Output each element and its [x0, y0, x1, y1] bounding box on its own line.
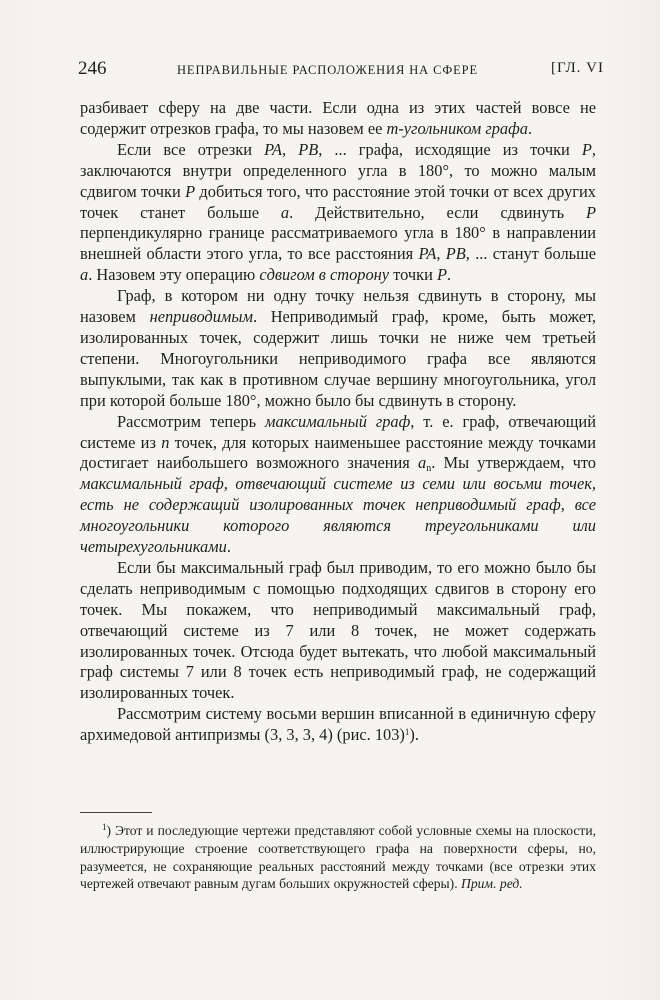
chapter-label: [ГЛ. VI — [550, 60, 604, 76]
paragraph — [80, 412, 596, 558]
italic-text: PB — [298, 139, 319, 159]
italic-text: PA — [264, 139, 283, 159]
sup-text: 1 — [102, 822, 107, 832]
text-run: Граф, в котором ни одну точку нельзя сдвинуть в сторону, мы назовем — [80, 286, 596, 327]
italic-text: P — [585, 202, 596, 222]
text-run: ). — [409, 725, 419, 745]
text-run: перпендикулярно границе рассматриваемого угла в 180° в направлении внешней области этого угла, то все расстояния — [80, 223, 596, 264]
text-run: . — [527, 118, 533, 138]
text-run: ) Этот и последующие чертежи представляют собой условные схемы на плоскости, иллюстрирующие строение соответствующего графа на поверхности сферы, но, разумеется, не сохраняющие реальных расстояний между точками (все отрезки этих чертежей отвечают равным дугам больших окружностей сферы). — [80, 823, 596, 892]
text-run: , — [282, 139, 299, 159]
footnote — [80, 822, 596, 893]
footnote-rule — [80, 812, 152, 813]
italic-text: PA — [418, 244, 437, 264]
sub-text: n — [426, 463, 432, 475]
text-run: . Мы утверждаем, что — [431, 453, 596, 473]
italic-text: P — [436, 265, 447, 285]
italic-text: максимальный граф — [265, 411, 411, 431]
italic-text: неприводимым — [149, 307, 253, 327]
text-run: Рассмотрим теперь — [117, 411, 266, 431]
text-run: , т. е. граф, отвечающий системе из — [80, 411, 596, 452]
italic-text: a — [80, 265, 89, 285]
text-run: Если бы максимальный граф был приводим, то его можно было бы сделать неприводимым с помощью подходящих сдвигов в сторону его точек. Мы покажем, что неприводимый максимальный граф, отвечающий системе из 7 или 8 точек, не может содержать изолированных точек. Отсюда будет вытекать, что любой максимальный граф системы 7 или 8 точек есть неприводимый граф, не содержащий изолированных точек. — [80, 557, 596, 703]
footnote-text — [80, 822, 596, 893]
paragraph — [80, 286, 596, 411]
italic-text: P — [185, 181, 196, 201]
italic-text: n — [161, 432, 170, 452]
italic-text: m-угольником графа — [386, 118, 528, 138]
paragraph — [80, 704, 596, 746]
italic-text: a — [418, 453, 427, 473]
italic-text: сдвигом в сторону — [259, 265, 390, 285]
text-run: . — [226, 537, 231, 557]
page-number: 246 — [78, 58, 107, 79]
main-text — [80, 98, 596, 746]
italic-text: PB — [445, 244, 466, 264]
running-title: НЕПРАВИЛЬНЫЕ РАСПОЛОЖЕНИЯ НА СФЕРЕ — [177, 63, 479, 77]
italic-text: a — [280, 202, 290, 222]
text-run: , — [436, 244, 446, 264]
italic-text: Прим. ред. — [461, 876, 523, 892]
text-run: точек, для которых наименьшее расстояние между точками достигает наибольшего возможного значения — [80, 432, 596, 473]
text-run: . Действительно, если сдвинуть — [289, 202, 586, 222]
text-run: Рассмотрим систему восьми вершин вписанной в единичную сферу архимедовой антипризмы (3, 3, 3, 4) (рис. 103) — [80, 704, 596, 745]
paragraph — [80, 140, 596, 286]
text-run: Если все отрезки — [117, 139, 265, 159]
italic-text: P — [581, 139, 592, 159]
text-run: , ... станут больше — [465, 244, 596, 264]
text-run: . Назовем эту операцию — [88, 265, 260, 285]
text-run: , заключаются внутри определенного угла в 180°, то можно малым сдвигом точки — [80, 139, 597, 201]
paragraph — [80, 558, 596, 704]
text-run: , ... графа, исходящие из точки — [318, 139, 582, 159]
text-run: . Неприводимый граф, кроме, быть может, изолированных точек, содержит лишь точки не ниже чем третьей степени. Многоугольники неприводимого графа все являются выпуклыми, так как в противном случае вершину многоугольника, угол при которой больше 180°, можно было бы сдвинуть в сторону. — [80, 307, 596, 410]
text-run: точки — [389, 265, 437, 285]
page-header — [74, 58, 604, 84]
sup-text: 1 — [404, 727, 410, 738]
text-run: добиться того, что расстояние этой точки от всех других точек станет больше — [80, 181, 596, 222]
paragraph — [80, 98, 596, 140]
italic-text: максимальный граф, отвечающий системе из семи или восьми точек, есть не содержащий изолированных точек неприводимый граф, все многоугольники которого являются треугольниками или четырехугольниками — [80, 474, 596, 557]
text-run: . — [447, 265, 452, 285]
text-run: разбивает сферу на две части. Если одна из этих частей вовсе не содержит отрезков графа, то мы назовем ее — [80, 98, 596, 138]
